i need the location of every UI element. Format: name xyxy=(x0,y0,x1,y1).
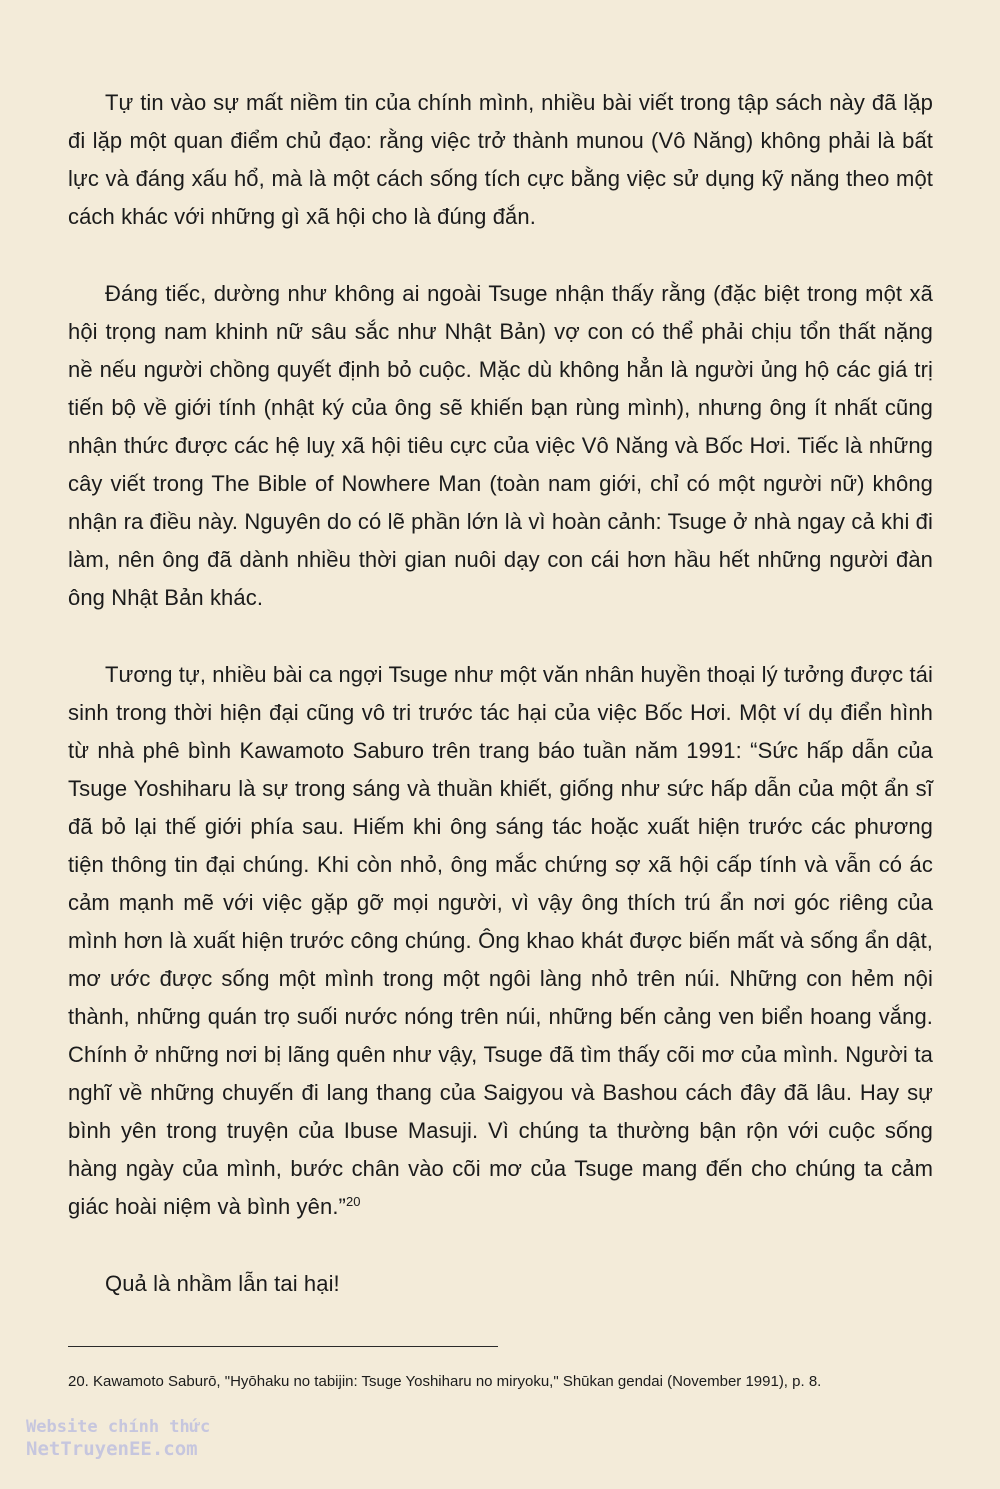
watermark-line-2: NetTruyenEE.com xyxy=(26,1438,198,1460)
paragraph-4: Quả là nhầm lẫn tai hại! xyxy=(105,1271,340,1296)
watermark-line-1: Website chính thức xyxy=(26,1417,211,1437)
body-text xyxy=(68,84,933,1303)
paragraph-3-text: Tương tự, nhiều bài ca ngợi Tsuge như một văn nhân huyền thoại lý tưởng được tái sinh trong thời hiện đại cũng vô tri trước tác hại của việc Bốc Hơi. Một ví dụ điển hình từ nhà phê bình Kawamoto Saburo trên trang báo tuần năm 1991: “Sức hấp dẫn của Tsuge Yoshiharu là sự trong sáng và thuần khiết, giống như sức hấp dẫn của một ẩn sĩ đã bỏ lại thế giới phía sau. Hiếm khi ông sáng tác hoặc xuất hiện trước các phương tiện thông tin đại chúng. Khi còn nhỏ, ông mắc chứng sợ xã hội cấp tính và vẫn có ác cảm mạnh mẽ với việc gặp gỡ mọi người, vì vậy ông thích trú ẩn nơi góc riêng của mình hơn là xuất hiện trước công chúng. Ông khao khát được biến mất và sống ẩn dật, mơ ước được sống một mình trong một ngôi làng nhỏ trên núi. Những con hẻm nội thành, những quán trọ suối nước nóng trên núi, những bến cảng ven biển hoang vắng. Chính ở những nơi bị lãng quên như vậy, Tsuge đã tìm thấy cõi mơ của mình. Người ta nghĩ về những chuyến đi lang thang của Saigyou và Bashou cách đây đã lâu. Hay sự bình yên trong truyện của Ibuse Masuji. Vì chúng ta thường bận rộn với cuộc sống hàng ngày của mình, bước chân vào cõi mơ của Tsuge mang đến cho chúng ta cảm giác hoài niệm và bình yên.” xyxy=(68,662,933,1219)
paragraph-1: Tự tin vào sự mất niềm tin của chính mình, nhiều bài viết trong tập sách này đã lặp đi lặp một quan điểm chủ đạo: rằng việc trở thành munou (Vô Năng) không phải là bất lực và đáng xấu hổ, mà là một cách sống tích cực bằng việc sử dụng kỹ năng theo một cách khác với những gì xã hội cho là đúng đắn. xyxy=(68,90,933,229)
paragraph-2: Đáng tiếc, dường như không ai ngoài Tsuge nhận thấy rằng (đặc biệt trong một xã hội trọng nam khinh nữ sâu sắc như Nhật Bản) vợ con có thể phải chịu tổn thất nặng nề nếu người chồng quyết định bỏ cuộc. Mặc dù không hẳn là người ủng hộ các giá trị tiến bộ về giới tính (nhật ký của ông sẽ khiến bạn rùng mình), nhưng ông ít nhất cũng nhận thức được các hệ luỵ xã hội tiêu cực của việc Vô Năng và Bốc Hơi. Tiếc là những cây viết trong The Bible of Nowhere Man (toàn nam giới, chỉ có một người nữ) không nhận ra điều này. Nguyên do có lẽ phần lớn là vì hoàn cảnh: Tsuge ở nhà ngay cả khi đi làm, nên ông đã dành nhiều thời gian nuôi dạy con cái hơn hầu hết những người đàn ông Nhật Bản khác. xyxy=(68,281,933,610)
footnote-divider xyxy=(68,1346,498,1347)
paragraph-3 xyxy=(68,656,933,1226)
footnote-text: 20. Kawamoto Saburō, "Hyōhaku no tabijin: Tsuge Yoshiharu no miryoku," Shūkan gendai (November 1991), p. 8. xyxy=(68,1373,822,1390)
site-watermark xyxy=(26,1416,210,1460)
footnote-reference: 20 xyxy=(345,1194,361,1209)
